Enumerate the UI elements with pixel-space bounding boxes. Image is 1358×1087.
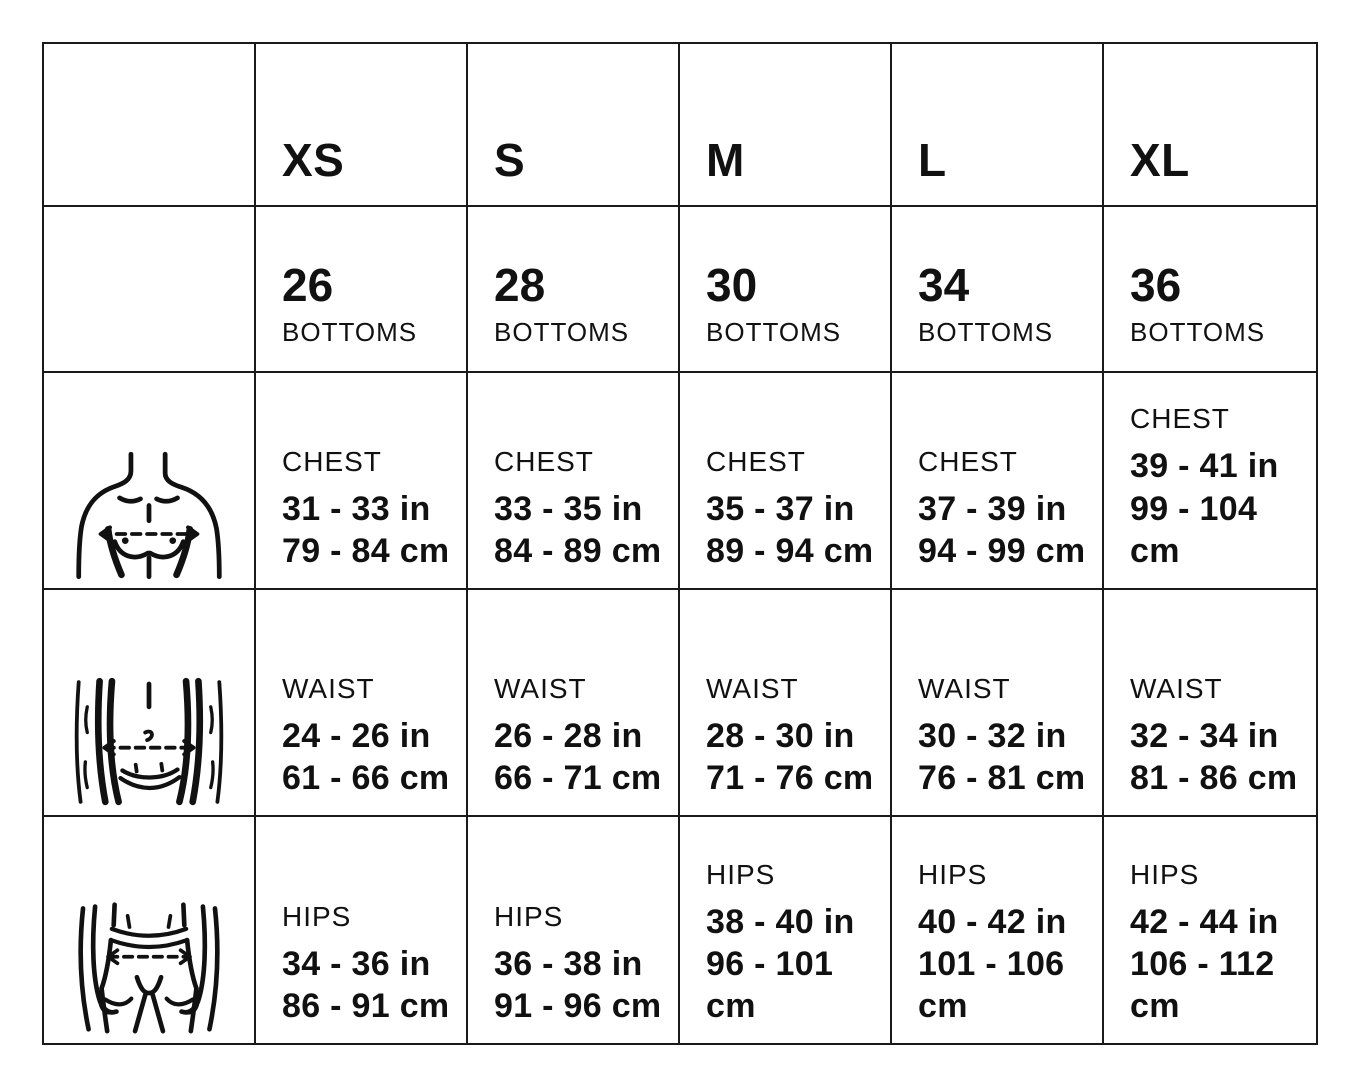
measurement-range-in: 35 - 37 in	[706, 489, 855, 528]
bottoms-size-number: 36	[1130, 258, 1182, 311]
bottoms-size-number: 30	[706, 258, 758, 311]
chest-cell-s	[468, 373, 680, 590]
waist-cell-xl	[1104, 590, 1316, 817]
size-chart-table	[42, 42, 1318, 1045]
measurement-range-cm: 81 - 86 cm	[1130, 758, 1298, 797]
waist-measurement-icon	[73, 675, 225, 809]
hips-cell-xs	[256, 817, 468, 1043]
measurement-label: CHEST	[494, 445, 594, 477]
measurement-range-cm: 66 - 71 cm	[494, 758, 662, 797]
measurement-label: WAIST	[282, 672, 375, 704]
measurement-range-cm: 94 - 99 cm	[918, 531, 1086, 570]
measurement-range-cm: 106 - 112 cm	[1130, 944, 1275, 1025]
waist-cell-s	[468, 590, 680, 817]
measurement-range-cm: 89 - 94 cm	[706, 531, 874, 570]
measurement-label: WAIST	[706, 672, 799, 704]
measurement-range-in: 37 - 39 in	[918, 489, 1067, 528]
chest-icon-cell	[44, 373, 256, 590]
bottoms-cell-l	[892, 207, 1104, 372]
bottoms-cell-xs	[256, 207, 468, 372]
measurement-range-cm: 86 - 91 cm	[282, 986, 450, 1025]
measurement-range-cm: 76 - 81 cm	[918, 758, 1086, 797]
waist-cell-xs	[256, 590, 468, 817]
chest-cell-l	[892, 373, 1104, 590]
bottoms-caption: BOTTOMS	[282, 316, 418, 347]
measurement-label: HIPS	[918, 858, 988, 890]
measurement-label: CHEST	[1130, 403, 1230, 435]
measurement-label: WAIST	[494, 672, 587, 704]
size-column-header-xl	[1104, 44, 1316, 207]
measurement-label: HIPS	[494, 900, 564, 932]
measurement-label: WAIST	[918, 672, 1011, 704]
measurement-range-cm: 79 - 84 cm	[282, 531, 450, 570]
bottoms-caption: BOTTOMS	[1130, 316, 1266, 347]
size-column-header-xs	[256, 44, 468, 207]
measurement-range-cm: 71 - 76 cm	[706, 758, 874, 797]
chest-measurement-icon	[73, 448, 225, 582]
waist-cell-l	[892, 590, 1104, 817]
hips-cell-m	[680, 817, 892, 1043]
size-column-header-l	[892, 44, 1104, 207]
chest-cell-xl	[1104, 373, 1316, 590]
waist-cell-m	[680, 590, 892, 817]
bottoms-size-number: 28	[494, 258, 546, 311]
bottoms-size-number: 26	[282, 258, 334, 311]
measurement-range-cm: 99 - 104 cm	[1130, 489, 1258, 570]
size-column-header-m	[680, 44, 892, 207]
bottoms-size-number: 34	[918, 258, 970, 311]
measurement-range-in: 33 - 35 in	[494, 489, 643, 528]
measurement-range-cm: 84 - 89 cm	[494, 531, 662, 570]
chest-cell-m	[680, 373, 892, 590]
bottoms-cell-xl	[1104, 207, 1316, 372]
measurement-range-cm: 91 - 96 cm	[494, 986, 662, 1025]
measurement-range-in: 31 - 33 in	[282, 489, 431, 528]
bottoms-cell-s	[468, 207, 680, 372]
measurement-range-in: 34 - 36 in	[282, 944, 431, 983]
empty-bottoms-row-cell	[44, 207, 256, 372]
measurement-label: HIPS	[706, 858, 776, 890]
measurement-range-in: 24 - 26 in	[282, 716, 431, 755]
measurement-range-in: 42 - 44 in	[1130, 902, 1279, 941]
bottoms-cell-m	[680, 207, 892, 372]
measurement-label: CHEST	[282, 445, 382, 477]
measurement-range-in: 40 - 42 in	[918, 902, 1067, 941]
measurement-range-in: 36 - 38 in	[494, 944, 643, 983]
bottoms-caption: BOTTOMS	[918, 316, 1054, 347]
waist-icon-cell	[44, 590, 256, 817]
measurement-label: HIPS	[1130, 858, 1200, 890]
measurement-range-in: 38 - 40 in	[706, 902, 855, 941]
size-label: L	[918, 134, 947, 187]
hips-measurement-icon	[70, 897, 228, 1037]
measurement-label: CHEST	[918, 445, 1018, 477]
bottoms-caption: BOTTOMS	[494, 316, 630, 347]
size-column-header-s	[468, 44, 680, 207]
size-label: S	[494, 134, 526, 187]
chest-cell-xs	[256, 373, 468, 590]
measurement-range-cm: 101 - 106 cm	[918, 944, 1065, 1025]
hips-icon-cell	[44, 817, 256, 1043]
size-label: M	[706, 134, 745, 187]
bottoms-caption: BOTTOMS	[706, 316, 842, 347]
size-label: XS	[282, 134, 345, 187]
measurement-range-cm: 96 - 101 cm	[706, 944, 834, 1025]
measurement-range-in: 30 - 32 in	[918, 716, 1067, 755]
measurement-label: HIPS	[282, 900, 352, 932]
measurement-range-in: 39 - 41 in	[1130, 447, 1279, 486]
hips-cell-s	[468, 817, 680, 1043]
measurement-range-in: 26 - 28 in	[494, 716, 643, 755]
hips-cell-l	[892, 817, 1104, 1043]
measurement-range-in: 32 - 34 in	[1130, 716, 1279, 755]
empty-corner-cell	[44, 44, 256, 207]
size-label: XL	[1130, 134, 1190, 187]
measurement-label: CHEST	[706, 445, 806, 477]
hips-cell-xl	[1104, 817, 1316, 1043]
measurement-label: WAIST	[1130, 672, 1223, 704]
measurement-range-cm: 61 - 66 cm	[282, 758, 450, 797]
measurement-range-in: 28 - 30 in	[706, 716, 855, 755]
